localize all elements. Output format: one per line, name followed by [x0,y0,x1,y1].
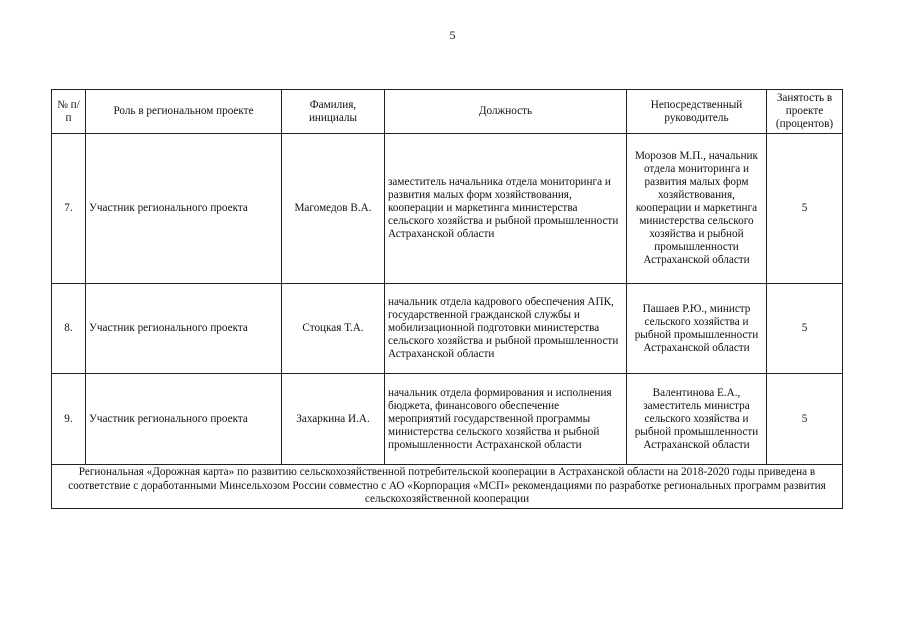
header-role: Роль в региональном проекте [86,90,282,134]
table-row [52,134,843,284]
project-participants-table [51,89,843,509]
row-role: Участник регионального проекта [86,284,282,374]
page-number: 5 [449,28,456,42]
row-num: 8. [52,284,86,374]
row-position: начальник отдела кадрового обеспечения АПК, государственной гражданской службы и мобилизационной подготовки министерства сельского хозяйства и рыбной промышленности Астраханской области [385,284,627,374]
table-header-row [52,90,843,134]
row-supervisor: Морозов М.П., начальник отдела мониторинга и развития малых форм хозяйствования, кооперации и маркетинга министерства сельского хозяйства и рыбной промышленности Астраханской области [627,134,767,284]
row-load: 5 [767,134,843,284]
header-load: Занятость в проекте (процентов) [767,90,843,134]
row-name: Магомедов В.А. [282,134,385,284]
row-name: Захаркина И.А. [282,374,385,465]
row-supervisor: Валентинова Е.А., заместитель министра сельского хозяйства и рыбной промышленности Астраханской области [627,374,767,465]
row-supervisor: Пашаев Р.Ю., министр сельского хозяйства и рыбной промышленности Астраханской области [627,284,767,374]
row-role: Участник регионального проекта [86,374,282,465]
row-load: 5 [767,374,843,465]
table-row [52,374,843,465]
header-name: Фамилия, инициалы [282,90,385,134]
header-position: Должность [385,90,627,134]
row-name: Стоцкая Т.А. [282,284,385,374]
header-num: № п/п [52,90,86,134]
row-load: 5 [767,284,843,374]
table-footer-row [52,465,843,509]
footer-note: Региональная «Дорожная карта» по развитию сельскохозяйственной потребительской кооперации в Астраханской области на 2018-2020 годы приведена в соответствие с доработанными Минсельхозом России совместно с АО «Корпорация «МСП» рекомендациями по разработке региональных программ развития сельскохозяйственной кооперации [52,465,843,509]
row-position: заместитель начальника отдела мониторинга и развития малых форм хозяйствования, кооперации и маркетинга министерства сельского хозяйства и рыбной промышленности Астраханской области [385,134,627,284]
header-supervisor: Непосредственный руководитель [627,90,767,134]
row-position: начальник отдела формирования и исполнения бюджета, финансового обеспечение мероприятий государственной программы министерства сельского хозяйства и рыбной промышленности Астраханской области [385,374,627,465]
row-num: 9. [52,374,86,465]
row-role: Участник регионального проекта [86,134,282,284]
row-num: 7. [52,134,86,284]
table-row [52,284,843,374]
